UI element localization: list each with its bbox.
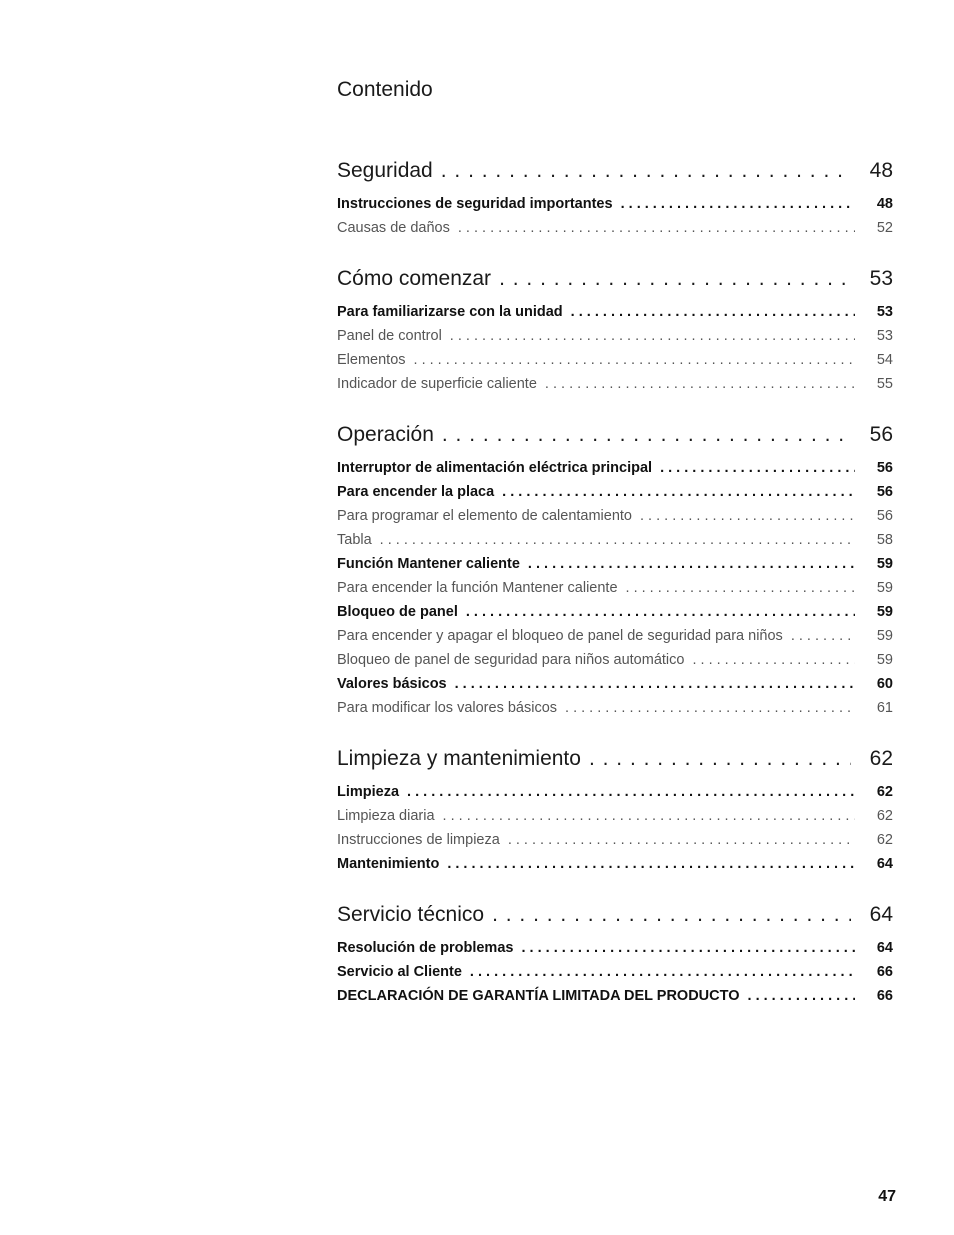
entry-title: Elementos (337, 352, 406, 368)
toc-entry[interactable] (337, 300, 893, 324)
entry-page-number: 59 (876, 580, 893, 596)
entry-title: Función Mantener caliente (337, 556, 520, 572)
entry-page-number: 66 (876, 964, 893, 980)
page-number: 47 (878, 1188, 896, 1205)
entry-title: DECLARACIÓN DE GARANTÍA LIMITADA DEL PRODUCTO (337, 988, 740, 1004)
toc-entry[interactable] (337, 828, 893, 852)
dot-leader (466, 600, 855, 624)
entry-title: Instrucciones de limpieza (337, 832, 500, 848)
entry-page-number: 61 (876, 700, 893, 716)
toc-entry[interactable] (337, 324, 893, 348)
toc-entry[interactable] (337, 216, 893, 240)
table-of-contents (337, 154, 893, 1030)
entry-title: Indicador de superficie caliente (337, 376, 537, 392)
entry-title: Tabla (337, 532, 372, 548)
toc-section-heading[interactable] (337, 154, 893, 188)
entry-title: Resolución de problemas (337, 940, 514, 956)
entry-page-number: 62 (876, 808, 893, 824)
dot-leader (621, 192, 855, 216)
entry-page-number: 53 (876, 328, 893, 344)
entry-page-number: 60 (876, 676, 893, 692)
toc-section-heading[interactable] (337, 898, 893, 932)
toc-section (337, 262, 893, 396)
dot-leader (545, 372, 855, 396)
dot-leader (589, 742, 851, 776)
toc-entry[interactable] (337, 984, 893, 1008)
toc-entry[interactable] (337, 192, 893, 216)
dot-leader (492, 898, 851, 932)
toc-section-heading[interactable] (337, 418, 893, 452)
entry-title: Para modificar los valores básicos (337, 700, 558, 716)
entry-title: Limpieza diaria (337, 808, 435, 824)
entry-title: Limpieza (337, 784, 400, 800)
toc-entry[interactable] (337, 372, 893, 396)
toc-section (337, 742, 893, 876)
dot-leader (660, 456, 855, 480)
dot-leader (521, 936, 855, 960)
dot-leader (499, 262, 851, 296)
toc-section (337, 154, 893, 240)
dot-leader (458, 216, 855, 240)
dot-leader (640, 504, 855, 528)
toc-entry[interactable] (337, 576, 893, 600)
toc-entry[interactable] (337, 624, 893, 648)
toc-entry[interactable] (337, 936, 893, 960)
entry-page-number: 62 (876, 832, 893, 848)
toc-entry[interactable] (337, 672, 893, 696)
entry-title: Panel de control (337, 328, 442, 344)
section-title: Seguridad (337, 159, 433, 182)
dot-leader (442, 418, 851, 452)
dot-leader (748, 984, 855, 1008)
entry-page-number: 56 (876, 460, 893, 476)
entry-page-number: 59 (876, 652, 893, 668)
dot-leader (443, 804, 855, 828)
dot-leader (455, 672, 855, 696)
entry-page-number: 66 (876, 988, 893, 1004)
toc-entry[interactable] (337, 852, 893, 876)
toc-entry[interactable] (337, 804, 893, 828)
entry-title: Causas de daños (337, 220, 450, 236)
entry-title: Valores básicos (337, 676, 447, 692)
section-page-number: 56 (869, 423, 893, 446)
entry-page-number: 58 (876, 532, 893, 548)
section-title: Operación (337, 423, 434, 446)
toc-section-heading[interactable] (337, 262, 893, 296)
section-title: Limpieza y mantenimiento (337, 747, 581, 770)
dot-leader (508, 828, 855, 852)
toc-entry[interactable] (337, 960, 893, 984)
entry-title: Para encender la placa (337, 484, 495, 500)
entry-page-number: 53 (876, 304, 893, 320)
entry-page-number: 52 (876, 220, 893, 236)
dot-leader (502, 480, 855, 504)
dot-leader (791, 624, 855, 648)
entry-title: Interruptor de alimentación eléctrica principal (337, 460, 653, 476)
entry-title: Para encender y apagar el bloqueo de panel de seguridad para niños (337, 628, 783, 644)
entry-title: Mantenimiento (337, 856, 440, 872)
entry-title: Para familiarizarse con la unidad (337, 304, 563, 320)
entry-title: Bloqueo de panel (337, 604, 458, 620)
toc-entry[interactable] (337, 552, 893, 576)
section-title: Servicio técnico (337, 903, 485, 926)
entry-title: Bloqueo de panel de seguridad para niños automático (337, 652, 685, 668)
entry-page-number: 48 (876, 196, 893, 212)
dot-leader (528, 552, 855, 576)
toc-entry[interactable] (337, 780, 893, 804)
entry-title: Instrucciones de seguridad importantes (337, 196, 613, 212)
entry-page-number: 59 (876, 604, 893, 620)
toc-section (337, 418, 893, 720)
dot-leader (407, 780, 855, 804)
page-title: Contenido (337, 78, 433, 101)
toc-entry[interactable] (337, 696, 893, 720)
dot-leader (414, 348, 855, 372)
dot-leader (571, 300, 855, 324)
section-page-number: 62 (869, 747, 893, 770)
section-page-number: 48 (869, 159, 893, 182)
toc-entry[interactable] (337, 348, 893, 372)
entry-title: Servicio al Cliente (337, 964, 462, 980)
toc-entry[interactable] (337, 480, 893, 504)
entry-page-number: 55 (876, 376, 893, 392)
entry-page-number: 62 (876, 784, 893, 800)
dot-leader (447, 852, 855, 876)
toc-entry[interactable] (337, 528, 893, 552)
entry-page-number: 56 (876, 508, 893, 524)
toc-entry[interactable] (337, 504, 893, 528)
entry-page-number: 59 (876, 556, 893, 572)
dot-leader (450, 324, 855, 348)
toc-section (337, 898, 893, 1008)
dot-leader (692, 648, 855, 672)
dot-leader (470, 960, 855, 984)
entry-page-number: 64 (876, 940, 893, 956)
toc-entry[interactable] (337, 648, 893, 672)
entry-page-number: 64 (876, 856, 893, 872)
section-page-number: 64 (869, 903, 893, 926)
entry-page-number: 56 (876, 484, 893, 500)
toc-section-heading[interactable] (337, 742, 893, 776)
entry-title: Para programar el elemento de calentamiento (337, 508, 632, 524)
dot-leader (626, 576, 855, 600)
entry-page-number: 54 (876, 352, 893, 368)
dot-leader (380, 528, 855, 552)
dot-leader (565, 696, 855, 720)
toc-entry[interactable] (337, 456, 893, 480)
dot-leader (441, 154, 851, 188)
entry-title: Para encender la función Mantener caliente (337, 580, 618, 596)
entry-page-number: 59 (876, 628, 893, 644)
section-page-number: 53 (869, 267, 893, 290)
toc-entry[interactable] (337, 600, 893, 624)
section-title: Cómo comenzar (337, 267, 492, 290)
